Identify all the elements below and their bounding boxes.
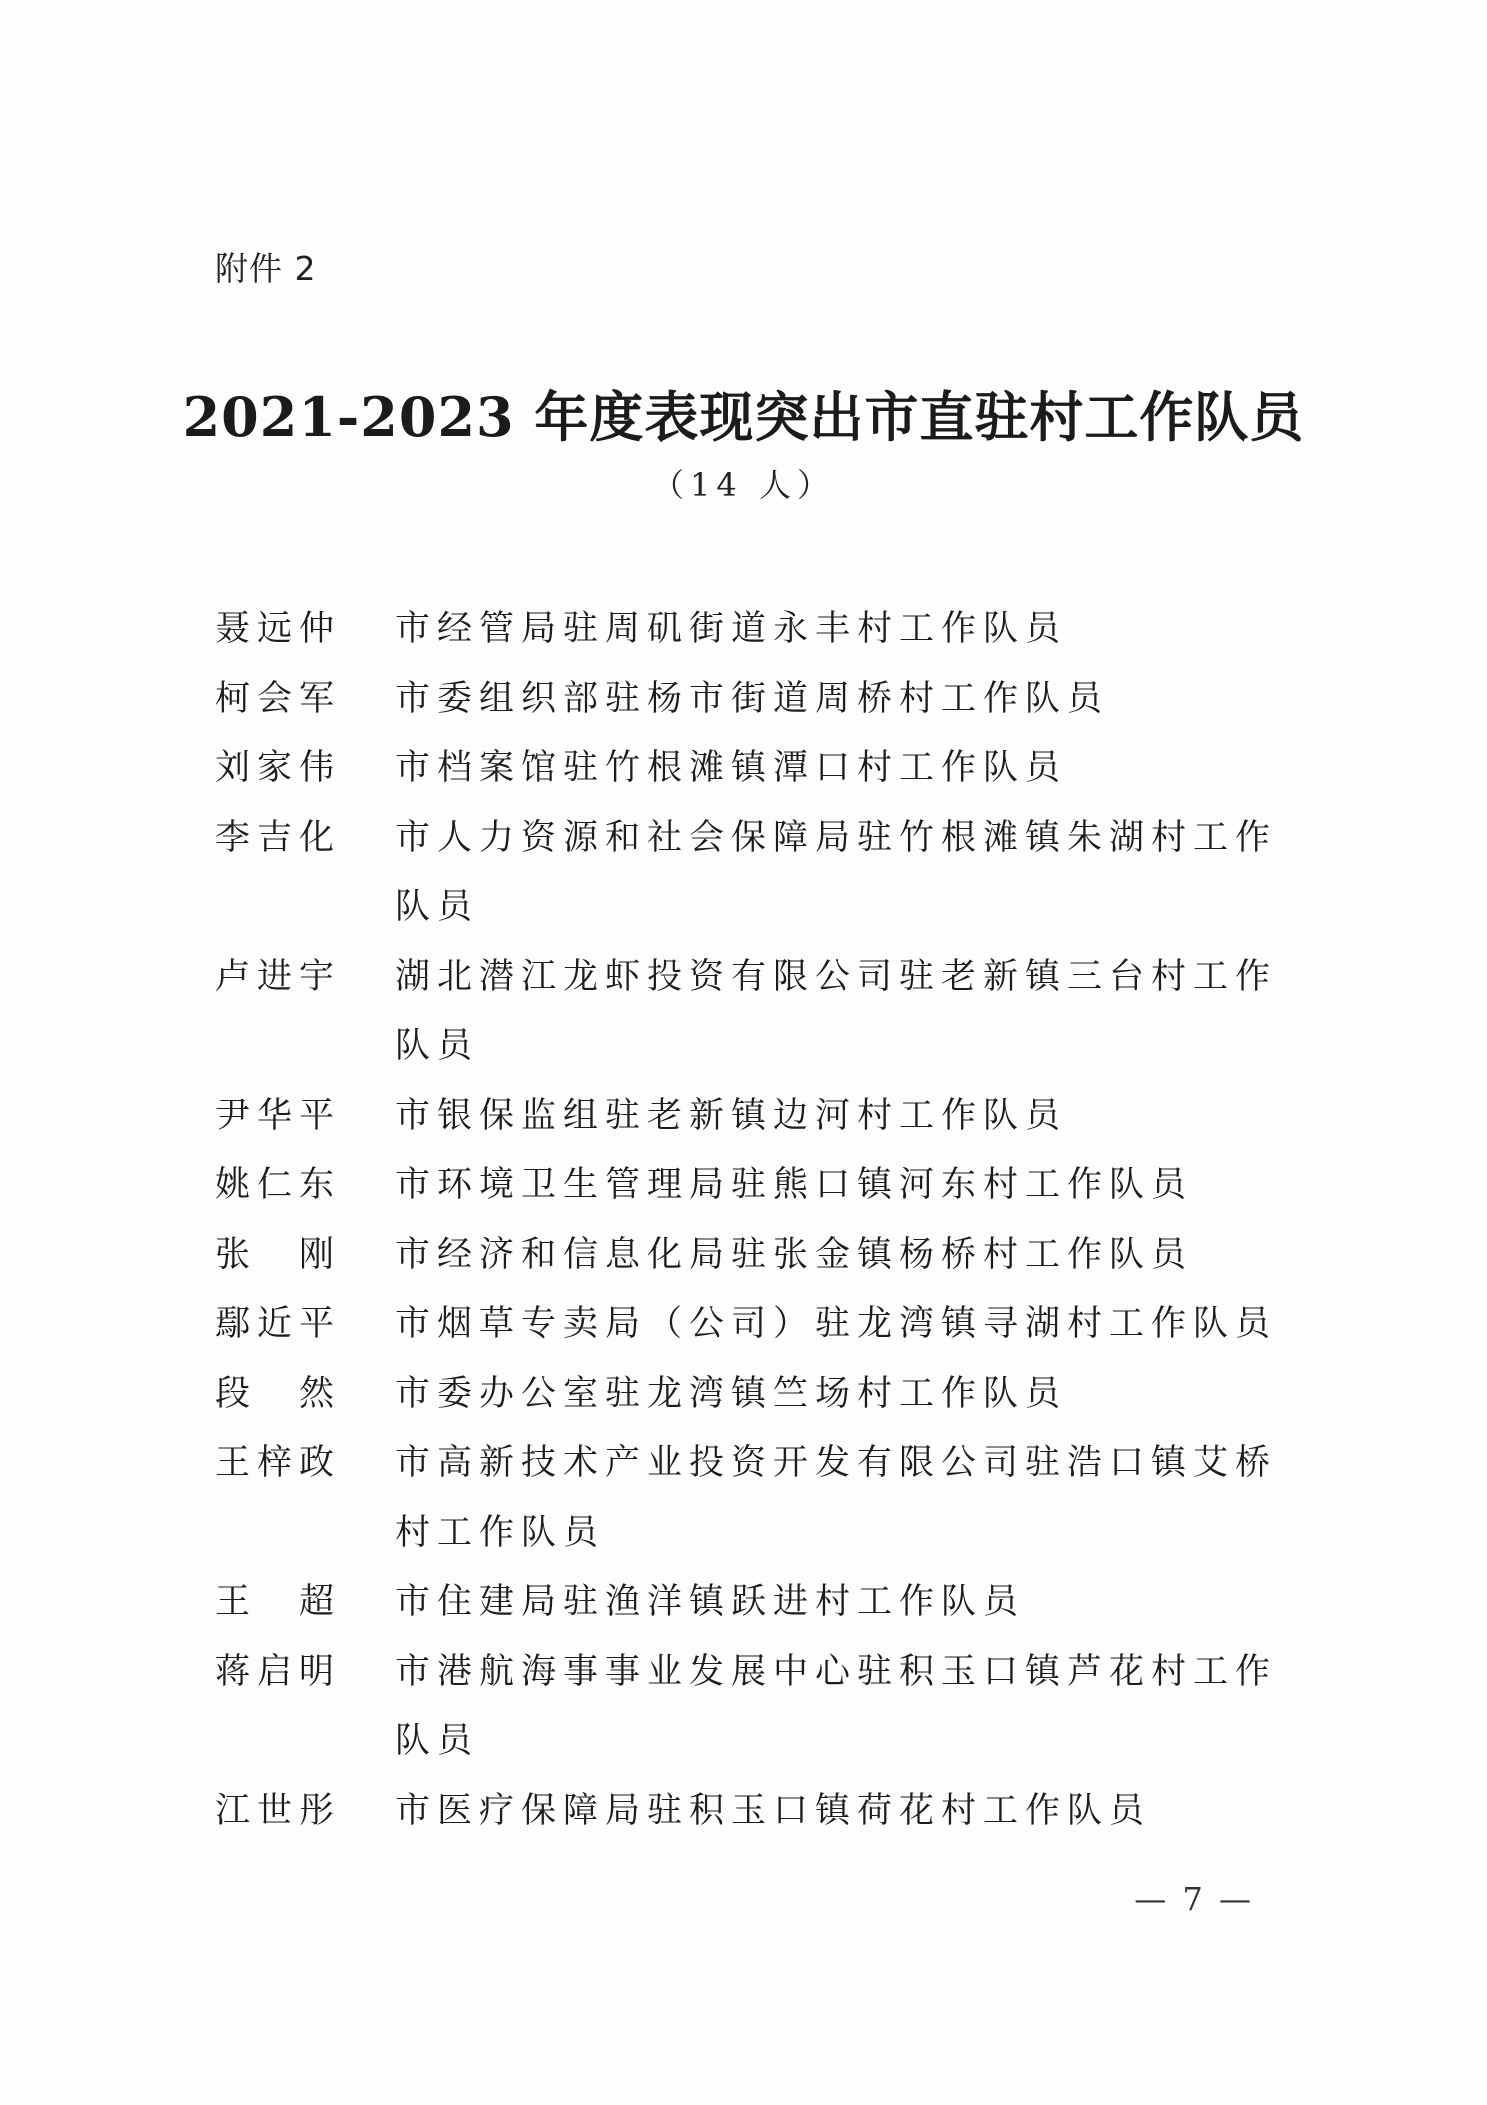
member-name: 王 超 bbox=[215, 1582, 342, 1622]
member-name: 尹华平 bbox=[215, 1095, 342, 1136]
document-subtitle: （14 人） bbox=[652, 466, 835, 504]
member-name: 刘家伟 bbox=[215, 748, 342, 788]
member-position: 市银保监组驻老新镇边河村工作队员 bbox=[395, 1095, 1068, 1136]
member-position: 市烟草专卖局（公司）驻龙湾镇寻湖村工作队员 bbox=[395, 1304, 1278, 1344]
member-list bbox=[215, 595, 1295, 1846]
member-position: 湖北潜江龙虾投资有限公司驻老新镇三台村工作队员 bbox=[395, 956, 1278, 1066]
member-name: 段 然 bbox=[215, 1373, 342, 1414]
list-item bbox=[215, 665, 1295, 735]
member-name: 王梓政 bbox=[215, 1443, 342, 1483]
member-position: 市经管局驻周矶街道永丰村工作队员 bbox=[395, 609, 1068, 649]
list-item bbox=[215, 1429, 1295, 1568]
list-item bbox=[215, 804, 1295, 943]
member-position: 市经济和信息化局驻张金镇杨桥村工作队员 bbox=[395, 1234, 1194, 1275]
list-item bbox=[215, 1360, 1295, 1430]
member-position: 市港航海事事业发展中心驻积玉口镇芦花村工作队员 bbox=[395, 1651, 1278, 1761]
member-name: 姚仁东 bbox=[215, 1165, 342, 1205]
list-item bbox=[215, 734, 1295, 804]
list-item bbox=[215, 1221, 1295, 1291]
member-position: 市环境卫生管理局驻熊口镇河东村工作队员 bbox=[395, 1165, 1194, 1205]
list-item bbox=[215, 1568, 1295, 1638]
member-name: 鄢近平 bbox=[215, 1304, 342, 1344]
list-item bbox=[215, 943, 1295, 1082]
member-name: 聂远仲 bbox=[215, 609, 342, 649]
member-name: 李吉化 bbox=[215, 817, 342, 858]
attachment-label: 附件 2 bbox=[215, 249, 317, 288]
list-item bbox=[215, 1777, 1295, 1847]
member-position: 市档案馆驻竹根滩镇潭口村工作队员 bbox=[395, 748, 1068, 788]
member-position: 市委办公室驻龙湾镇竺场村工作队员 bbox=[395, 1373, 1068, 1414]
member-name: 柯会军 bbox=[215, 678, 342, 719]
list-item bbox=[215, 1082, 1295, 1152]
list-item bbox=[215, 595, 1295, 665]
member-position: 市医疗保障局驻积玉口镇荷花村工作队员 bbox=[395, 1790, 1152, 1831]
member-name: 江世彤 bbox=[215, 1790, 342, 1831]
member-name: 蒋启明 bbox=[215, 1651, 342, 1692]
member-name: 张 刚 bbox=[215, 1234, 342, 1275]
page-number: — 7 — bbox=[1134, 1880, 1254, 1918]
member-position: 市住建局驻渔洋镇跃进村工作队员 bbox=[395, 1582, 1026, 1622]
member-position: 市高新技术产业投资开发有限公司驻浩口镇艾桥村工作队员 bbox=[395, 1443, 1278, 1553]
list-item bbox=[215, 1290, 1295, 1360]
list-item bbox=[215, 1638, 1295, 1777]
document-title: 2021-2023 年度表现突出市直驻村工作队员 bbox=[182, 385, 1305, 449]
member-name: 卢进宇 bbox=[215, 956, 342, 997]
member-position: 市人力资源和社会保障局驻竹根滩镇朱湖村工作队员 bbox=[395, 817, 1278, 927]
list-item bbox=[215, 1151, 1295, 1221]
member-position: 市委组织部驻杨市街道周桥村工作队员 bbox=[395, 678, 1110, 719]
